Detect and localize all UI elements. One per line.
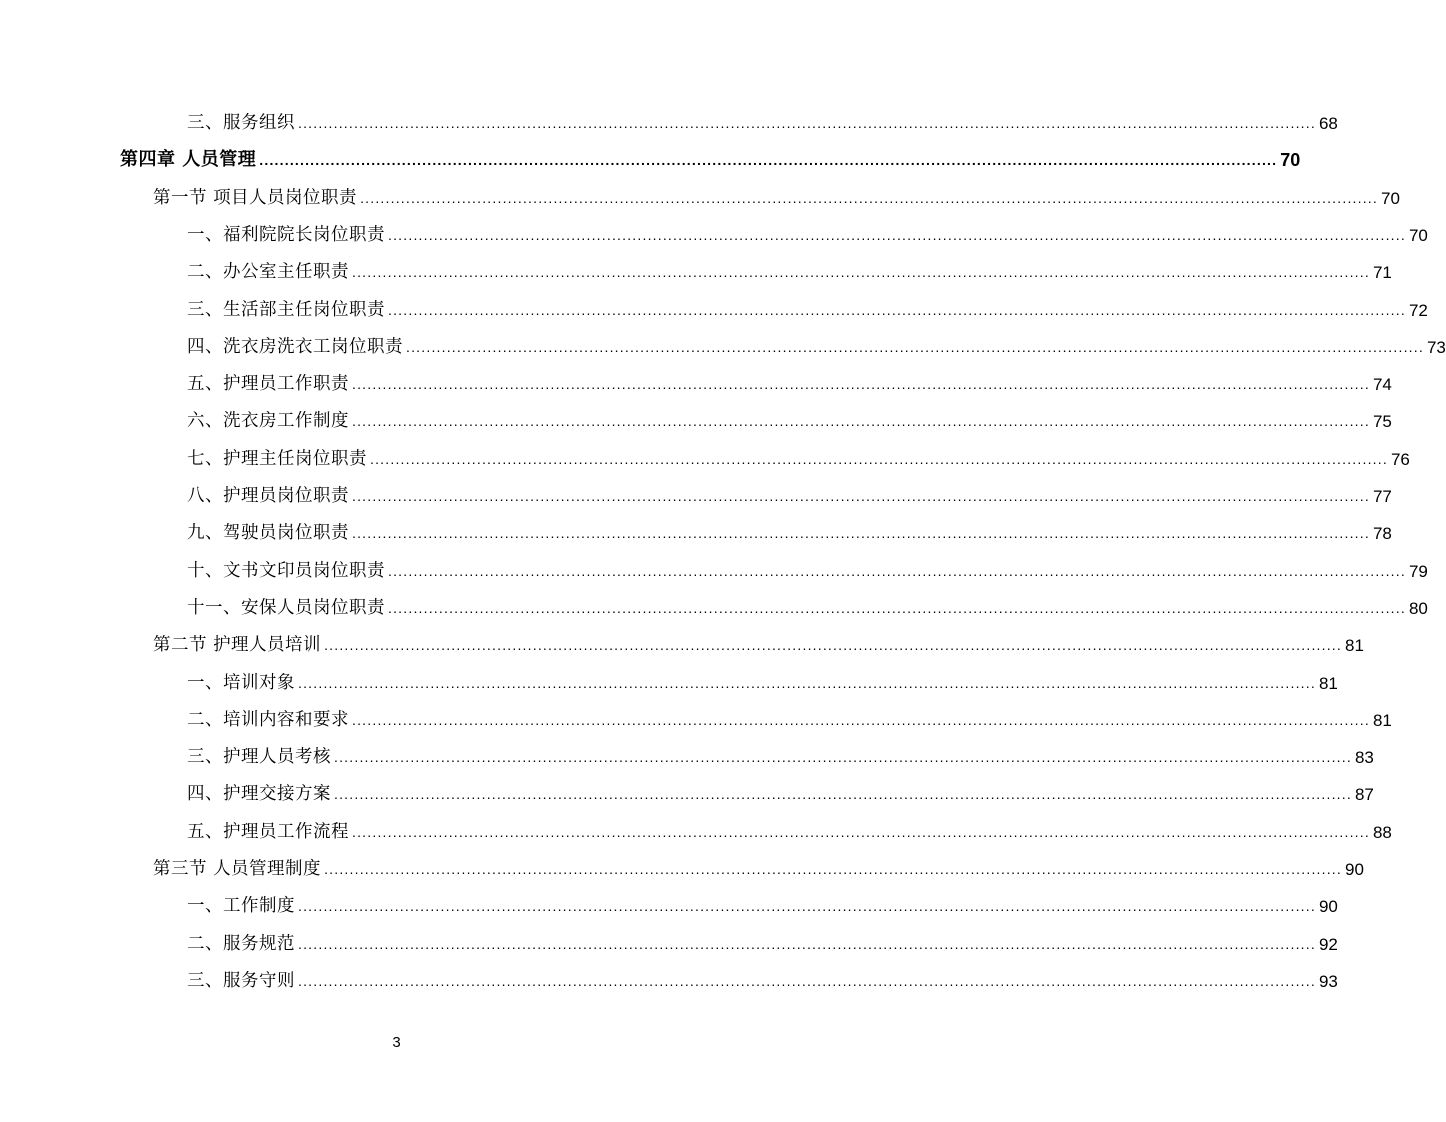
dot-leader: ........................................................................................................................................................................................................ <box>406 338 1424 355</box>
dot-leader: ........................................................................................................................................................................................................ <box>370 450 1388 467</box>
toc-entry[interactable] <box>187 887 1338 917</box>
toc-entry-page: 70 <box>1280 150 1301 171</box>
dot-leader: ........................................................................................................................................................................................................ <box>388 599 1406 616</box>
toc-entry-title: 二、培训内容和要求 <box>187 709 349 730</box>
dot-leader: ........................................................................................................................................................................................................ <box>360 189 1378 206</box>
toc-entry-title: 二、办公室主任职责 <box>187 262 349 283</box>
toc-entry[interactable] <box>120 141 1301 171</box>
toc-entry-title: 五、护理员工作流程 <box>187 821 349 842</box>
dot-leader: ........................................................................................................................................................................................................ <box>352 264 1370 281</box>
toc-entry-page: 77 <box>1372 487 1392 506</box>
toc-entry-page: 88 <box>1372 822 1392 842</box>
toc-entry-title: 八、护理员岗位职责 <box>187 486 349 506</box>
dot-leader: ........................................................................................................................................................................................................ <box>334 749 1352 766</box>
toc-entry-title: 三、生活部主任岗位职责 <box>187 299 385 320</box>
toc-entry[interactable] <box>187 104 1338 134</box>
dot-leader: ........................................................................................................................................................................................................ <box>298 972 1316 989</box>
dot-leader: ........................................................................................................................................................................................................ <box>259 152 1278 169</box>
toc-entry-title: 五、护理员工作职责 <box>187 374 349 395</box>
toc-entry[interactable] <box>187 589 1428 619</box>
toc-entry[interactable] <box>187 552 1428 582</box>
toc-entry[interactable] <box>187 514 1392 544</box>
dot-leader: ........................................................................................................................................................................................................ <box>298 115 1316 131</box>
toc-entry[interactable] <box>187 813 1392 843</box>
toc-entry-title: 第二节 护理人员培训 <box>153 635 322 656</box>
toc-entry-title: 九、驾驶员岗位职责 <box>187 523 349 544</box>
toc-entry-page: 74 <box>1372 375 1392 395</box>
toc-entry-page: 80 <box>1408 598 1428 618</box>
toc-entry[interactable] <box>153 626 1364 656</box>
toc-entry-title: 一、工作制度 <box>187 896 295 917</box>
toc-entry-title: 二、服务规范 <box>187 933 295 954</box>
toc-entry-title: 三、服务守则 <box>187 970 295 991</box>
dot-leader: ........................................................................................................................................................................................................ <box>298 674 1316 691</box>
toc-entry[interactable] <box>187 664 1338 694</box>
toc-entry-title: 三、护理人员考核 <box>187 747 331 768</box>
toc-entry-title: 四、洗衣房洗衣工岗位职责 <box>187 336 403 357</box>
dot-leader: ........................................................................................................................................................................................................ <box>352 711 1370 728</box>
toc-entry-title: 第三节 人员管理制度 <box>153 859 322 879</box>
toc-entry-page: 72 <box>1408 300 1428 320</box>
toc-entry-page: 81 <box>1345 636 1364 656</box>
toc-entry-page: 93 <box>1318 971 1338 991</box>
toc-entry-page: 68 <box>1318 114 1338 133</box>
toc-entry-title: 三、服务组织 <box>187 113 295 133</box>
toc-entry[interactable] <box>187 925 1338 955</box>
toc-entry[interactable] <box>153 850 1364 880</box>
toc-entry[interactable] <box>187 365 1392 395</box>
toc-entry[interactable] <box>187 216 1428 246</box>
toc-entry[interactable] <box>187 775 1374 805</box>
toc-entry-page: 73 <box>1426 337 1446 357</box>
toc-entry-page: 70 <box>1381 188 1400 208</box>
dot-leader: ........................................................................................................................................................................................................ <box>324 861 1342 877</box>
dot-leader: ........................................................................................................................................................................................................ <box>388 226 1406 243</box>
dot-leader: ........................................................................................................................................................................................................ <box>324 637 1342 654</box>
toc-entry[interactable] <box>187 291 1428 321</box>
toc-entry-title: 十、文书文印员岗位职责 <box>187 560 385 581</box>
toc-entry-title: 第一节 项目人员岗位职责 <box>153 187 358 208</box>
toc-entry[interactable] <box>187 701 1392 731</box>
toc-entry[interactable] <box>187 440 1410 470</box>
toc-entry[interactable] <box>187 402 1392 432</box>
toc-entry-page: 78 <box>1372 524 1392 544</box>
dot-leader: ........................................................................................................................................................................................................ <box>352 823 1370 840</box>
toc-entry-title: 六、洗衣房工作制度 <box>187 411 349 432</box>
dot-leader: ........................................................................................................................................................................................................ <box>388 301 1406 318</box>
dot-leader: ........................................................................................................................................................................................................ <box>352 413 1370 430</box>
toc-entry-page: 79 <box>1408 561 1428 581</box>
toc-entry-title: 十一、安保人员岗位职责 <box>187 597 385 618</box>
toc-entry-page: 90 <box>1318 897 1338 917</box>
toc-entry-page: 75 <box>1372 412 1392 432</box>
dot-leader: ........................................................................................................................................................................................................ <box>352 488 1370 504</box>
toc-entry-page: 81 <box>1318 673 1338 693</box>
toc-entry-page: 70 <box>1408 225 1428 245</box>
toc-entry-page: 87 <box>1354 785 1374 805</box>
toc-entry-page: 83 <box>1354 748 1374 768</box>
toc-entry-page: 92 <box>1318 934 1338 954</box>
toc-entry-page: 76 <box>1390 449 1410 469</box>
dot-leader: ........................................................................................................................................................................................................ <box>298 935 1316 952</box>
toc-entry[interactable] <box>153 179 1400 209</box>
page-number: 3 <box>392 1034 401 1051</box>
dot-leader: ........................................................................................................................................................................................................ <box>334 786 1352 803</box>
toc-entry-page: 71 <box>1372 263 1392 283</box>
toc-entry[interactable] <box>187 253 1392 283</box>
toc-entry-title: 一、福利院院长岗位职责 <box>187 224 385 245</box>
toc-entry[interactable] <box>187 477 1392 507</box>
dot-leader: ........................................................................................................................................................................................................ <box>388 562 1406 579</box>
toc-entry-title: 四、护理交接方案 <box>187 784 331 805</box>
toc-entry-title: 七、护理主任岗位职责 <box>187 448 367 469</box>
toc-entry[interactable] <box>187 328 1446 358</box>
toc-entry-page: 81 <box>1372 710 1392 730</box>
dot-leader: ........................................................................................................................................................................................................ <box>352 376 1370 393</box>
toc-entry-page: 90 <box>1345 860 1364 879</box>
toc-entry-title: 第四章 人员管理 <box>120 149 257 171</box>
dot-leader: ........................................................................................................................................................................................................ <box>352 525 1370 542</box>
toc-entry[interactable] <box>187 962 1338 992</box>
dot-leader: ........................................................................................................................................................................................................ <box>298 898 1316 915</box>
toc-entry-title: 一、培训对象 <box>187 672 295 693</box>
toc-entry[interactable] <box>187 738 1374 768</box>
